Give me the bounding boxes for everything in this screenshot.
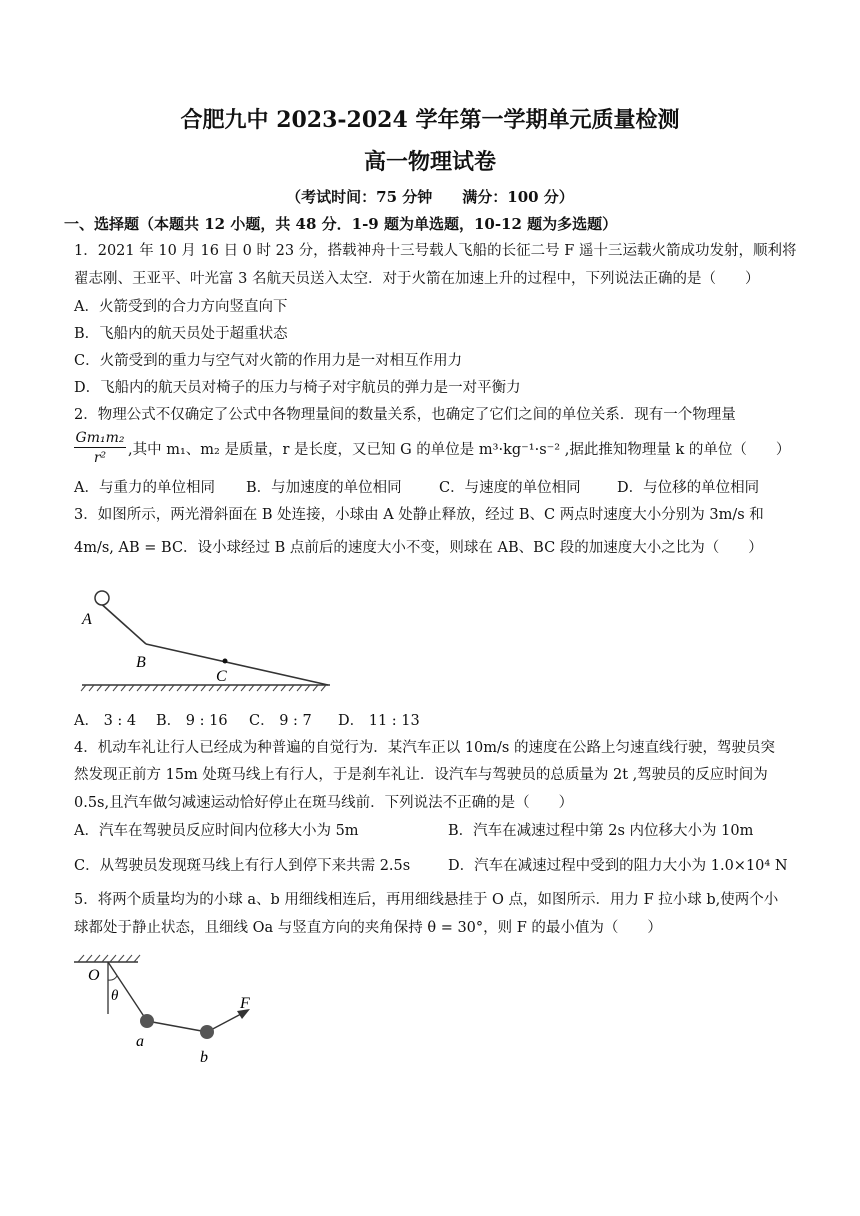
- q2-stem-line1: 2．物理公式不仅确定了公式中各物理量间的数量关系，也确定了它们之间的单位关系．现有一个物理量: [74, 407, 736, 423]
- q3-option-a: A． 3 : 4: [74, 713, 137, 729]
- q2-option-b: B．与加速度的单位相同: [246, 480, 402, 496]
- q4-option-d: D．汽车在减速过程中受到的阻力大小为 1.0×10⁴ N: [448, 858, 788, 874]
- q5-label-f: F: [240, 995, 250, 1012]
- q5-angle-arc: [108, 976, 117, 980]
- q3-option-b: B． 9 : 16: [156, 713, 228, 729]
- q5-stem-line1: 5．将两个质量均为的小球 a、b 用细线相连后，再用细线悬挂于 O 点，如图所示．用力 F 拉小球 b,使两个小: [74, 892, 779, 908]
- q4-stem-line2: 然发现正前方 15m 处斑马线上有行人，于是刹车礼让．设汽车与驾驶员的总质量为 2t ,驾驶员的反应时间为: [74, 767, 768, 783]
- q5-string-ab: [147, 1021, 207, 1032]
- q1-option-b: B．飞船内的航天员处于超重状态: [74, 326, 288, 342]
- q3-label-a: A: [82, 611, 92, 628]
- q2-option-c: C．与速度的单位相同: [439, 480, 581, 496]
- q5-ball-a: [140, 1014, 154, 1028]
- q4-stem-line3: 0.5s,且汽车做匀减速运动恰好停止在斑马线前．下列说法不正确的是（ ）: [74, 795, 574, 811]
- exam-title: 合肥九中 2023-2024 学年第一学期单元质量检测: [180, 107, 680, 133]
- q5-ceiling-hatching: [78, 955, 140, 962]
- q1-option-a: A．火箭受到的合力方向竖直向下: [74, 299, 288, 315]
- q3-slope-ab: [98, 601, 146, 644]
- q5-label-theta: θ: [111, 988, 119, 1004]
- section-heading: 一、选择题（本题共 12 小题，共 48 分．1-9 题为单选题，10-12 题为多选题）: [64, 215, 618, 233]
- q2-stem-line2: ,其中 m₁、m₂ 是质量，r 是长度，又已知 G 的单位是 m³·kg⁻¹·s⁻² ,据此推知物理量 k 的单位（ ）: [128, 442, 791, 458]
- q5-pendulum-diagram: [70, 950, 270, 1070]
- q3-label-b: B: [136, 654, 146, 671]
- q3-stem-line1: 3．如图所示，两光滑斜面在 B 处连接，小球由 A 处静止释放，经过 B、C 两点时速度大小分别为 3m/s 和: [74, 507, 764, 523]
- exam-info: （考试时间：75 分钟 满分：100 分）: [286, 188, 574, 206]
- q1-option-c: C．火箭受到的重力与空气对火箭的作用力是一对相互作用力: [74, 353, 463, 369]
- q4-option-b: B．汽车在减速过程中第 2s 内位移大小为 10m: [448, 823, 754, 839]
- q3-label-c: C: [216, 668, 227, 685]
- q2-fraction-denominator: r²: [93, 450, 107, 466]
- q3-slope-bc: [146, 644, 328, 685]
- q3-ground-hatching: [81, 685, 326, 691]
- q4-stem-line1: 4．机动车礼让行人已经成为种普遍的自觉行为．某汽车正以 10m/s 的速度在公路上匀速直线行驶，驾驶员突: [74, 740, 775, 756]
- q4-option-c: C．从驾驶员发现斑马线上有行人到停下来共需 2.5s: [74, 858, 411, 874]
- q5-stem-line2: 球都处于静止状态，且细线 Oa 与竖直方向的夹角保持 θ = 30°，则 F 的最小值为（ ）: [74, 920, 662, 936]
- q5-label-o: O: [88, 967, 100, 984]
- q2-option-d: D．与位移的单位相同: [617, 480, 760, 496]
- q3-incline-diagram: [74, 585, 334, 695]
- q3-point-c: [223, 659, 228, 664]
- q4-option-a: A．汽车在驾驶员反应时间内位移大小为 5m: [74, 823, 359, 839]
- q3-option-c: C． 9 : 7: [249, 713, 312, 729]
- q5-label-a: a: [136, 1033, 144, 1050]
- q2-fraction: [74, 430, 126, 466]
- q3-stem-line2: 4m/s, AB = BC．设小球经过 B 点前后的速度大小不变，则球在 AB、BC 段的加速度大小之比为（ ）: [74, 540, 763, 556]
- q3-option-d: D． 11 : 13: [338, 713, 420, 729]
- q3-ball: [95, 591, 109, 605]
- q1-option-d: D．飞船内的航天员对椅子的压力与椅子对宇航员的弹力是一对平衡力: [74, 380, 521, 396]
- q5-label-b: b: [200, 1049, 208, 1066]
- q1-stem-line1: 1．2021 年 10 月 16 日 0 时 23 分，搭载神舟十三号载人飞船的长征二号 F 遥十三运载火箭成功发射，顺利将: [74, 243, 797, 259]
- exam-subtitle: 高一物理试卷: [363, 149, 496, 175]
- q5-ball-b: [200, 1025, 214, 1039]
- q2-fraction-numerator: Gm₁m₂: [75, 430, 125, 446]
- q2-option-a: A．与重力的单位相同: [74, 480, 215, 496]
- q1-stem-line2: 翟志刚、王亚平、叶光富 3 名航天员送入太空．对于火箭在加速上升的过程中，下列说法正确的是（ ）: [74, 271, 760, 287]
